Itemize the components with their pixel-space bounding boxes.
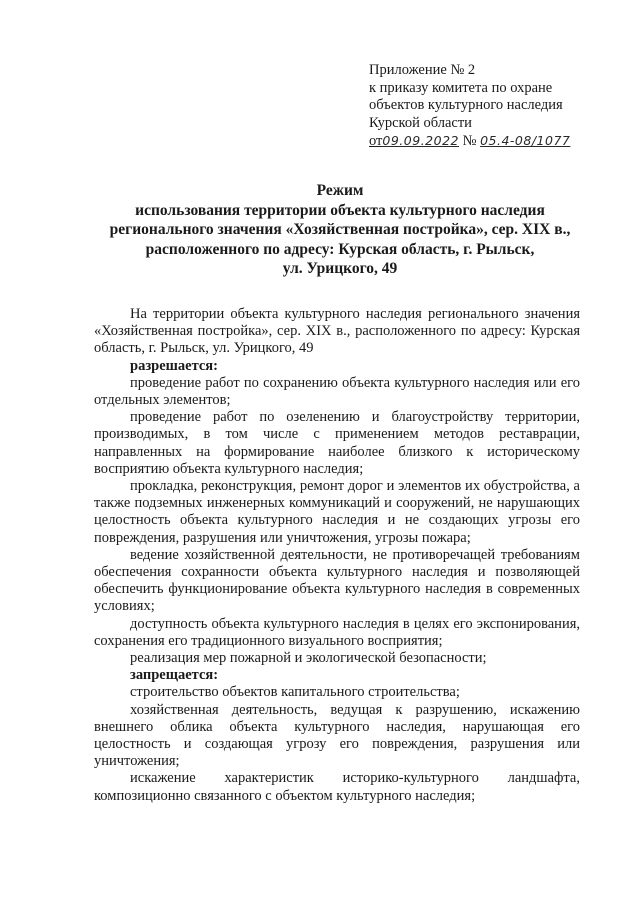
allowed-item: прокладка, реконструкция, ремонт дорог и элементов их обустройства, а также подземных инженерных коммуникаций и сооружений, не нарушающих целостность объекта культурного наследия и не создающих угрозы его повреждения, разрушения или уничтожения, угрозы пожара;	[94, 478, 580, 546]
handwritten-date: 09.09.2022	[382, 133, 459, 148]
intro-paragraph: На территории объекта культурного наследия регионального значения «Хозяйственная постройка», сер. XIX в., расположенного по адресу: Курская область, г. Рыльск, ул. Урицкого, 49	[94, 306, 580, 357]
allowed-item: ведение хозяйственной деятельности, не противоречащей требованиям обеспечения сохранности объекта культурного наследия и позволяющей обеспечить функционирование объекта культурного наследия в современных условиях;	[94, 546, 580, 615]
forbidden-item: хозяйственная деятельность, ведущая к разрушению, искажению внешнего облика объекта культурного наследия, нарушающая его целостность и создающая угрозу его повреждения, разрушения или уничтожения;	[94, 701, 580, 770]
allowed-item: реализация мер пожарной и экологической безопасности;	[130, 650, 487, 667]
handwritten-number: 05.4-08/1077	[480, 133, 571, 148]
forbidden-header: запрещается:	[130, 667, 219, 684]
appendix-block	[369, 62, 609, 151]
allowed-item: проведение работ по озеленению и благоустройству территории, производимых, в том числе с применением методов реставрации, направленных на формирование наиболее близкого к историческому восприятию объекта культурного наследия;	[94, 409, 580, 477]
title-line-2: использования территории объекта культурного наследия	[135, 201, 545, 219]
title-line-5: ул. Урицкого, 49	[282, 260, 398, 277]
appendix-number: Приложение № 2	[369, 62, 476, 78]
forbidden-item: строительство объектов капитального строительства;	[130, 684, 460, 701]
allowed-header: разрешается:	[130, 357, 218, 374]
number-sign: №	[462, 133, 477, 149]
title-line-3: регионального значения «Хозяйственная постройка», сер. XIX в.,	[109, 221, 571, 238]
appendix-date-line	[369, 132, 609, 151]
document-body	[94, 306, 580, 805]
title-line-4: расположенного по адресу: Курская область, г. Рыльск,	[145, 240, 535, 258]
date-prefix: от	[369, 133, 383, 149]
appendix-committee-line: объектов культурного наследия	[369, 97, 563, 113]
forbidden-item: искажение характеристик историко-культурного ландшафта, композиционно связанного с объектом культурного наследия;	[94, 770, 580, 804]
allowed-item: проведение работ по сохранению объекта культурного наследия или его отдельных элементов;	[94, 374, 580, 409]
allowed-item: доступность объекта культурного наследия в целях его экспонирования, сохранения его традиционного визуального восприятия;	[94, 615, 580, 649]
document-title	[90, 181, 590, 279]
appendix-region-line: Курской области	[369, 114, 472, 131]
title-line-1: Режим	[316, 182, 364, 199]
appendix-order-line: к приказу комитета по охране	[369, 79, 553, 96]
